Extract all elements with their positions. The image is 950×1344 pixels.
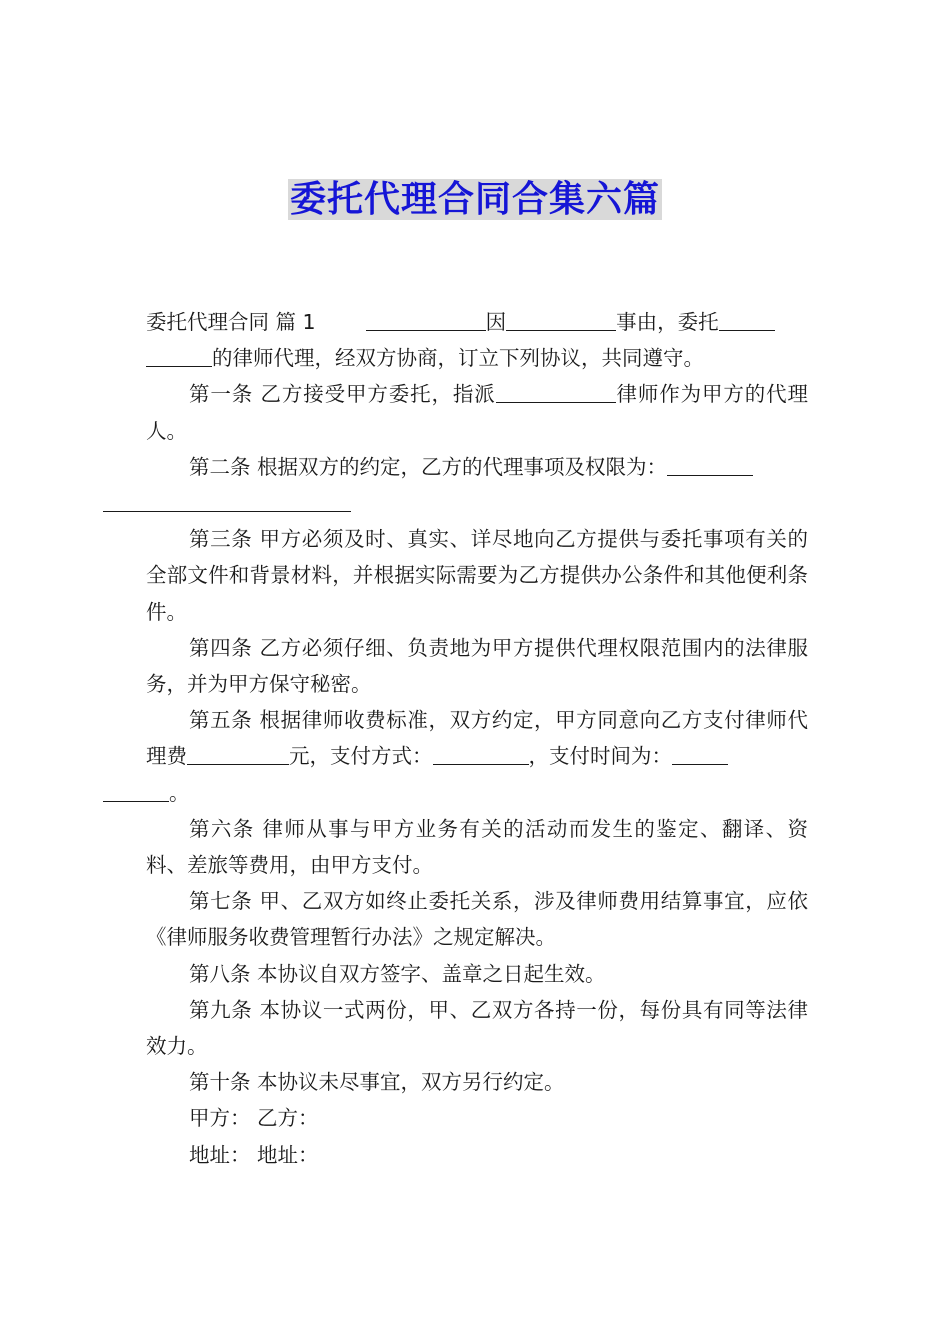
blank-field bbox=[496, 380, 616, 403]
blank-field bbox=[719, 308, 775, 331]
article-1-text: 第一条 乙方接受甲方委托，指派 bbox=[189, 382, 496, 407]
blank-field bbox=[103, 779, 169, 802]
article-5-text: 。 bbox=[169, 780, 190, 805]
article-6: 第六条 律师从事与甲方业务有关的活动而发生的鉴定、翻译、资料、差旅等费用，由甲方支付。 bbox=[146, 816, 808, 878]
party-line: 甲方： 乙方： bbox=[189, 1106, 319, 1131]
contract-heading: 委托代理合同 篇 1 bbox=[146, 310, 316, 334]
blank-field bbox=[187, 742, 289, 765]
article-3: 第三条 甲方必须及时、真实、详尽地向乙方提供与委托事项有关的全部文件和背景材料，并根据实际需要为乙方提供办公条件和其他便利条件。 bbox=[146, 527, 808, 624]
blank-field bbox=[103, 489, 351, 512]
address-line: 地址： 地址： bbox=[189, 1142, 319, 1167]
article-1 bbox=[146, 376, 808, 448]
document-title-text: 委托代理合同合集六篇 bbox=[289, 179, 660, 220]
blank-field bbox=[146, 344, 212, 367]
article-2 bbox=[146, 449, 808, 521]
article-2-text: 第二条 根据双方的约定，乙方的代理事项及权限为： bbox=[189, 454, 668, 479]
blank-field bbox=[433, 742, 529, 765]
article-4: 第四条 乙方必须仔细、负责地为甲方提供代理权限范围内的法律服务，并为甲方保守秘密。 bbox=[146, 635, 808, 697]
intro-text: 事由，委托 bbox=[616, 310, 719, 334]
article-5-text: 元，支付方式： bbox=[289, 744, 433, 769]
article-1-text: 律师作为甲方的代理人。 bbox=[146, 382, 809, 443]
article-7: 第七条 甲、乙双方如终止委托关系，涉及律师费用结算事宜，应依《律师服务收费管理暂行办法》之规定解决。 bbox=[146, 889, 808, 950]
article-5-text: 第五条 根据律师收费标准，双方约定，甲方同意向乙方支付律师代理费 bbox=[146, 708, 808, 769]
intro-text: 因 bbox=[485, 310, 507, 334]
article-5 bbox=[146, 702, 808, 811]
paragraph-intro bbox=[146, 304, 808, 376]
blank-field bbox=[667, 453, 753, 476]
blank-field bbox=[672, 742, 728, 765]
document-body bbox=[146, 304, 808, 1173]
document-title bbox=[0, 176, 950, 224]
article-8: 第八条 本协议自双方签字、盖章之日起生效。 bbox=[189, 961, 606, 986]
blank-field bbox=[366, 308, 486, 331]
article-5-text: ，支付时间为： bbox=[528, 744, 672, 769]
blank-field bbox=[506, 308, 616, 331]
intro-text: 的律师代理，经双方协商，订立下列协议，共同遵守。 bbox=[212, 346, 704, 371]
article-10: 第十条 本协议未尽事宜，双方另行约定。 bbox=[189, 1070, 565, 1095]
article-9: 第九条 本协议一式两份，甲、乙双方各持一份，每份具有同等法律效力。 bbox=[146, 997, 808, 1059]
